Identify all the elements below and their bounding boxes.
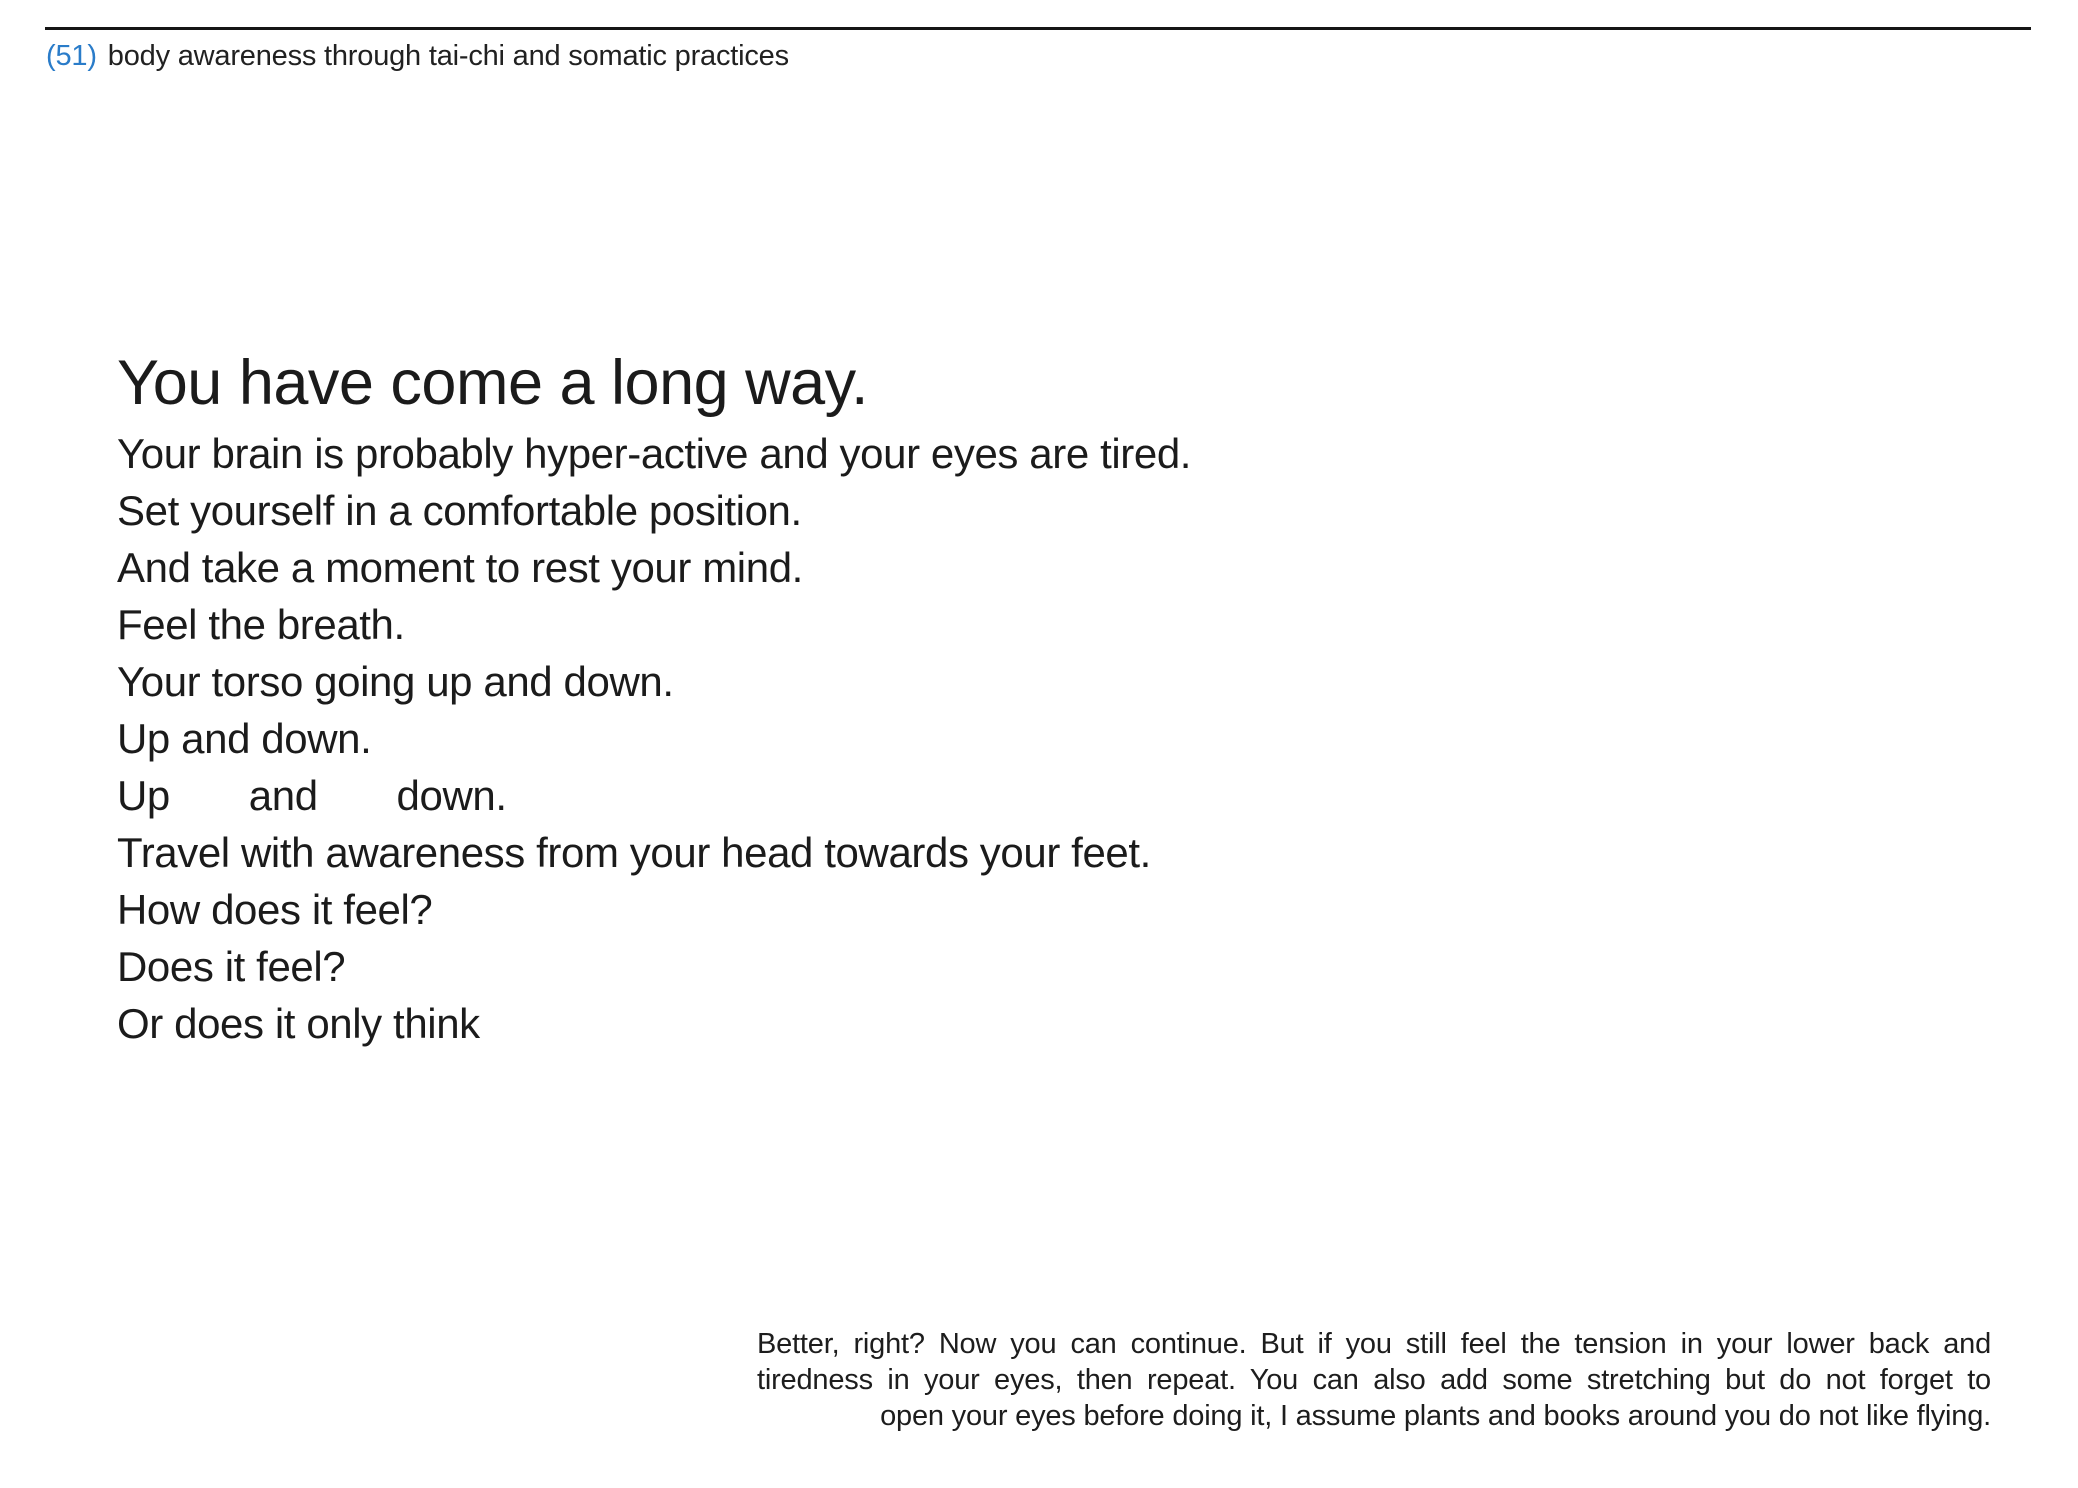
running-header [46,39,789,73]
poem-block [117,348,1192,1052]
poem-line: Set yourself in a comfortable position. [117,487,802,534]
poem-heading: You have come a long way. [117,348,869,418]
poem-line: How does it feel? [117,886,433,933]
poem-line: Up and down. [117,772,507,819]
poem-line: Travel with awareness from your head towards your feet. [117,829,1151,876]
footnote-paragraph [757,1326,1991,1434]
footnote-line: open your eyes before doing it, I assume plants and books around you do not like flying. [880,1400,1991,1432]
poem-line: Your torso going up and down. [117,658,674,705]
footnote-line: tiredness in your eyes, then repeat. You can also add some stretching but do not forget to [757,1364,1991,1396]
poem-line: And take a moment to rest your mind. [117,544,803,591]
section-number: (51) [46,40,97,72]
poem-line: Your brain is probably hyper-active and your eyes are tired. [117,430,1192,477]
poem-line: Does it feel? [117,943,346,990]
footnote-line: Better, right? Now you can continue. But if you still feel the tension in your lower back and [757,1328,1991,1360]
section-title: body awareness through tai-chi and somatic practices [107,40,789,72]
poem-line: Up and down. [117,715,372,762]
poem-line: Feel the breath. [117,601,405,648]
header-rule [45,27,2031,30]
poem-line: Or does it only think [117,1000,480,1047]
